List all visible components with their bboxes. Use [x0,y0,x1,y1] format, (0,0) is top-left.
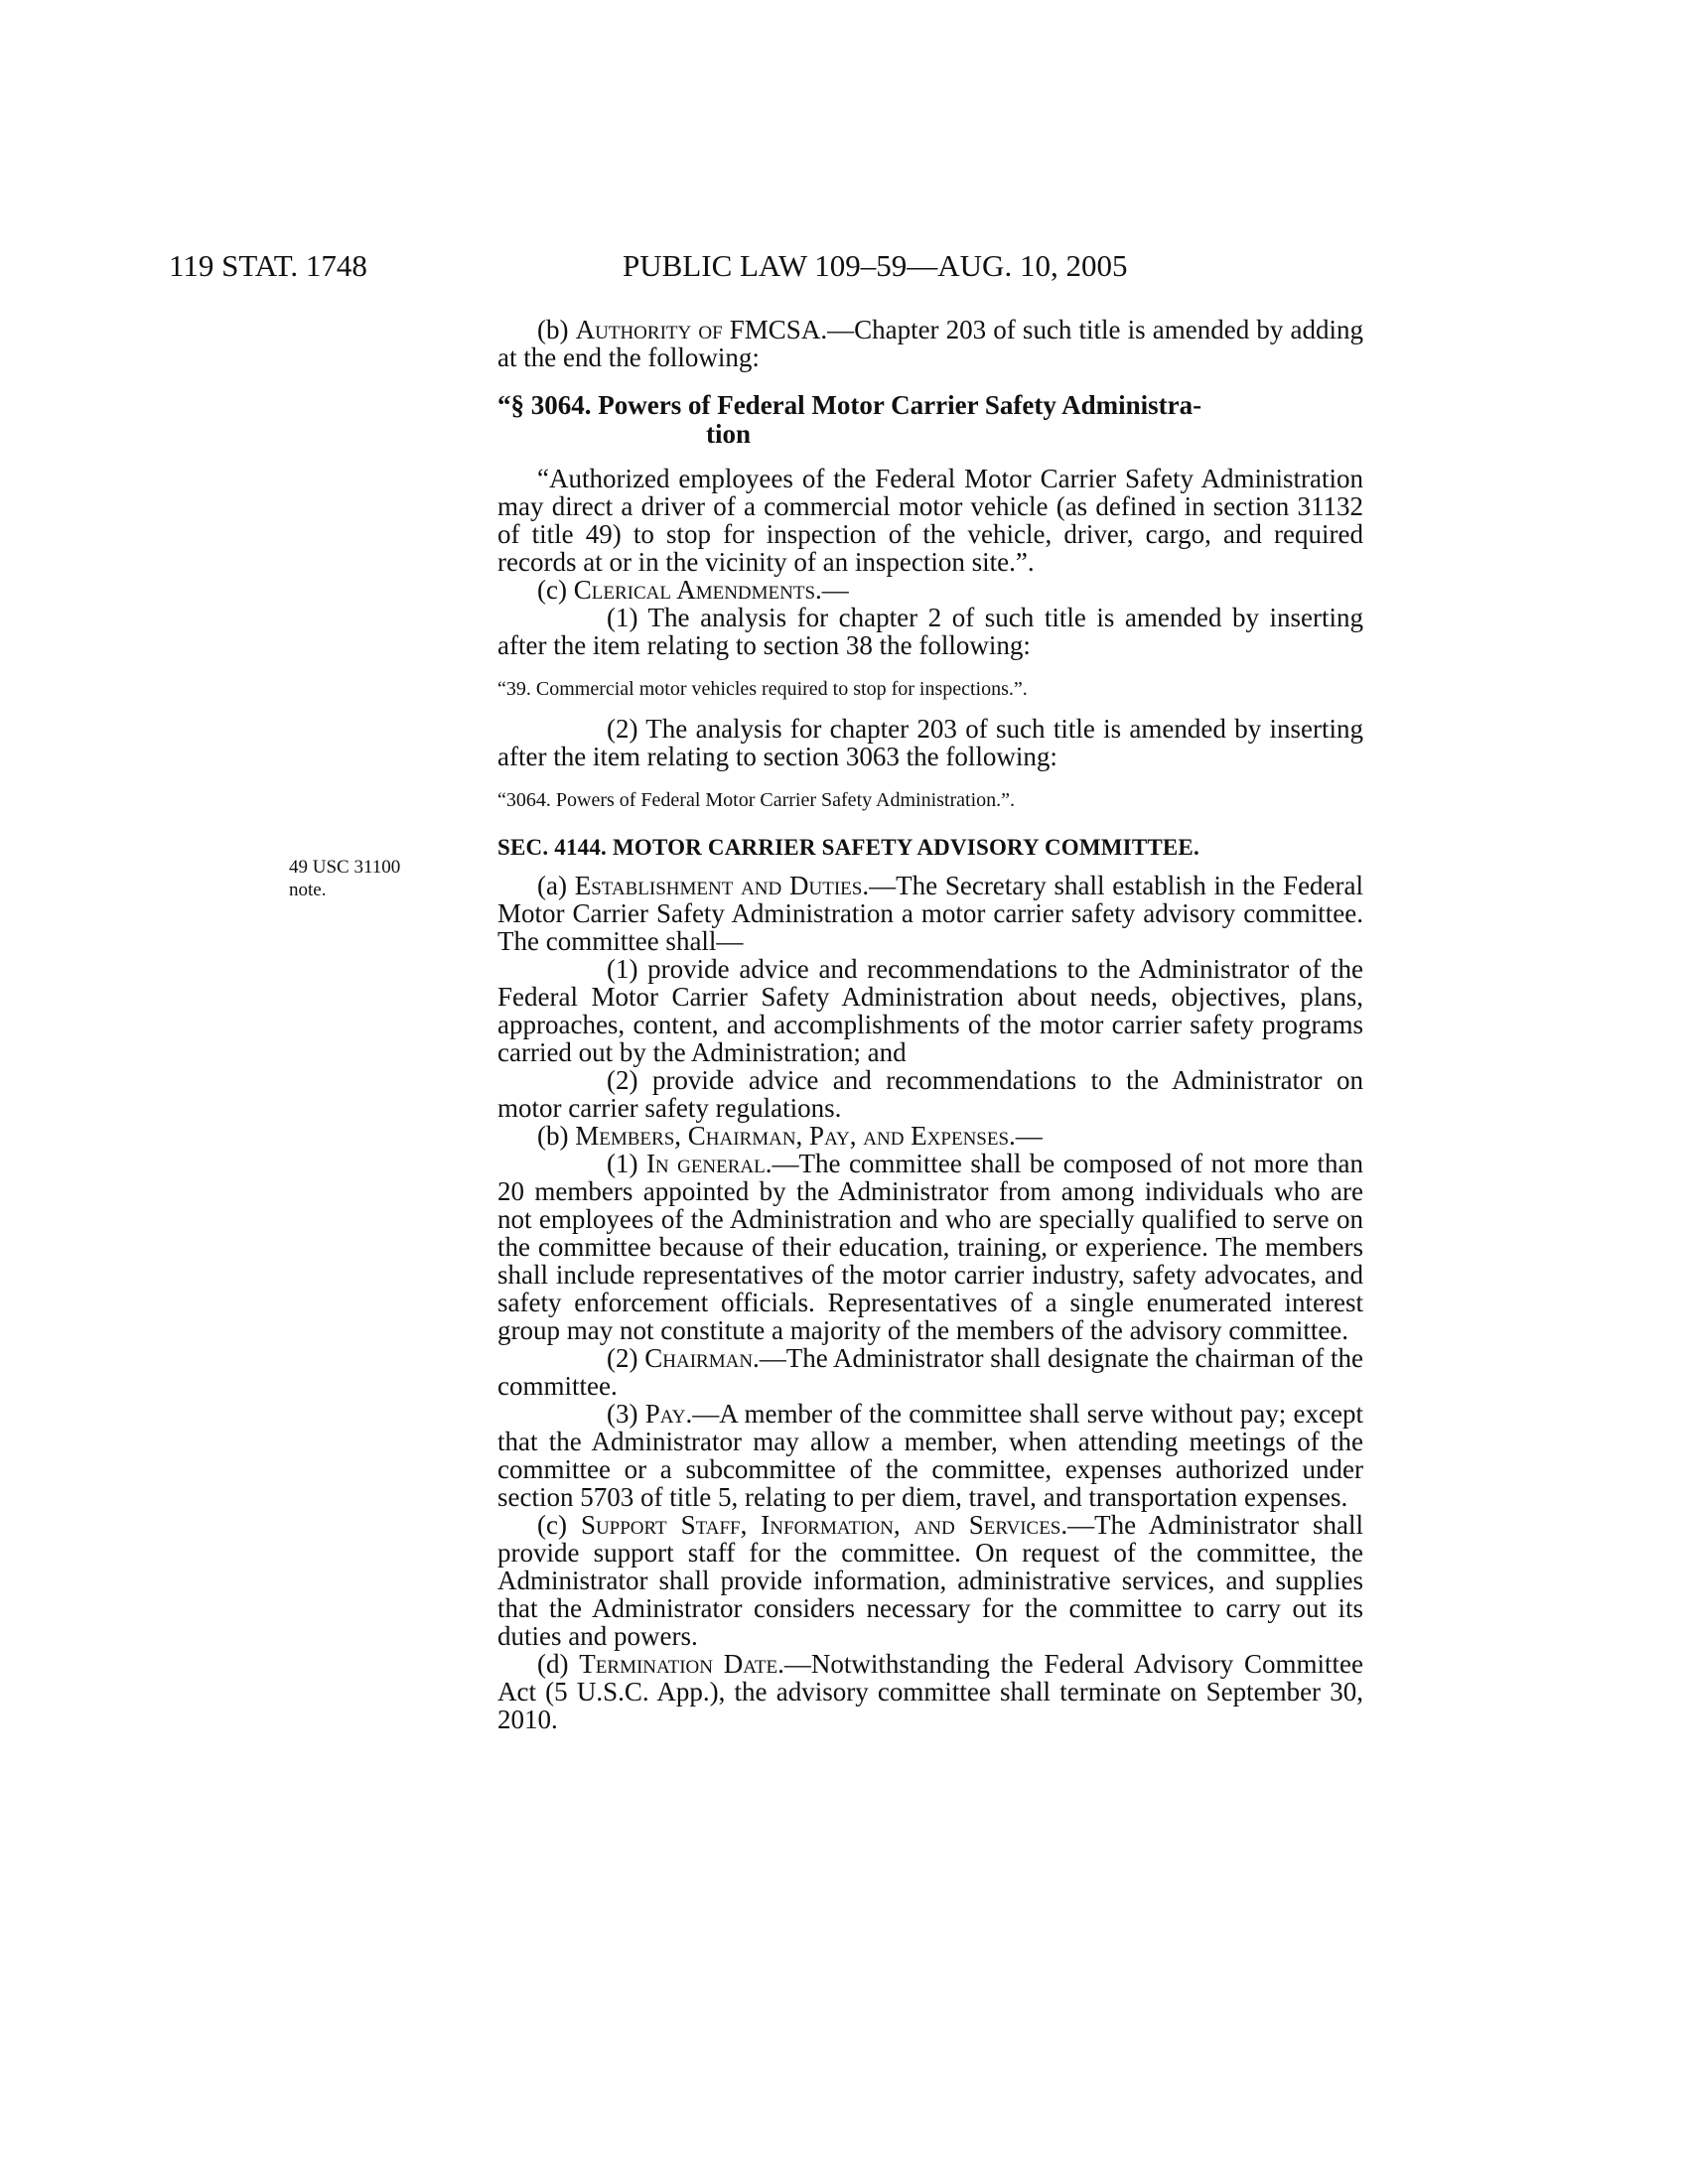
table-item-39: “39. Commercial motor vehicles required to stop for inspections.”. [497,678,1028,700]
subsection-c-clerical: (c) Clerical Amendments.— [537,575,849,605]
statute-citation: 119 STAT. 1748 [169,248,367,283]
paragraph-c1: (1) The analysis for chapter 2 of such title is amended by inserting after the item relating to section 38 the following: [497,603,1363,660]
section-4144-title: SEC. 4144. MOTOR CARRIER SAFETY ADVISORY COMMITTEE. [497,835,1199,860]
paragraph-b2: (2) Chairman.—The Administrator shall designate the chairman of the committee. [497,1343,1363,1401]
paragraph-c2: (2) The analysis for chapter 203 of such title is amended by inserting after the item relating to section 3063 the following: [497,714,1363,771]
paragraph-a1: (1) provide advice and recommendations to the Administrator of the Federal Motor Carrier Safety Administration about needs, objectives, plans, approaches, content, and accomplishments of the motor carrier safety programs carried out by the Administration; and [497,954,1363,1067]
subsection-a-establishment: (a) Establishment and Duties.—The Secretary shall establish in the Federal Motor Carrier Safety Administration a motor carrier safety advisory committee. The committee shall— [497,871,1364,956]
subsection-d-termination: (d) Termination Date.—Notwithstanding the Federal Advisory Committee Act (5 U.S.C. App.), the advisory committee shall terminate on September 30, 2010. [497,1649,1364,1734]
paragraph-heading: Pay [644,1399,686,1429]
subsection-b-authority: (b) Authority of FMCSA.—Chapter 203 of such title is amended by adding at the end the following: [497,315,1364,372]
margin-note [289,856,458,901]
paragraph-b1: (1) In general.—The committee shall be composed of not more than 20 members appointed by the Administrator from among individuals who are not employees of the Administration and who are specially qualified to serve on the committee because of their education, training, or experience. The members shall include representatives of the motor carrier industry, safety advocates, and safety enforcement officials. Representatives of a single enumerated interest group may not constitute a majority of the members of the advisory committee. [497,1149,1363,1345]
subsection-heading: Clerical Amendments [573,575,816,605]
body-text [497,316,1363,1733]
paragraph-heading: Chairman [644,1343,754,1373]
section-3064-heading: “§ 3064. Powers of Federal Motor Carrier Safety Administra- tion [497,390,1202,449]
subsection-c-support: (c) Support Staff, Information, and Services.—The Administrator shall provide support staff for the committee. On request of the committee, the Administrator shall provide information, administrative services, and supplies that the Administrator considers necessary for the committee to carry out its duties and powers. [497,1510,1364,1651]
subsection-b-members: (b) Members, Chairman, Pay, and Expenses.— [537,1121,1043,1151]
subsection-heading: Termination Date [579,1649,778,1679]
paragraph-heading: In general [645,1149,766,1178]
paragraph-a2: (2) provide advice and recommendations to the Administrator on motor carrier safety regulations. [497,1065,1363,1123]
subsection-heading: Members, Chairman, Pay, and Expenses [575,1121,1010,1151]
section-3064-text: “Authorized employees of the Federal Motor Carrier Safety Administration may direct a driver of a commercial motor vehicle (as defined in section 31132 of title 49) to stop for inspection of the vehicle, driver, cargo, and required records at or in the vicinity of an inspection site.”. [497,464,1363,577]
paragraph-b3: (3) Pay.—A member of the committee shall serve without pay; except that the Administrator may allow a member, when attending meetings of the committee or a subcommittee of the committee, expenses authorized under section 5703 of title 5, relating to per diem, travel, and transportation expenses. [497,1399,1364,1512]
subsection-heading: Authority of FMCSA [575,315,821,344]
public-law-title: PUBLIC LAW 109–59—AUG. 10, 2005 [623,248,1128,283]
margin-note-citation: 49 USC 31100 [289,857,401,878]
subsection-heading: Establishment and Duties [574,871,863,900]
subsection-heading: Support Staff, Information, and Services [580,1510,1061,1540]
margin-note-suffix: note. [289,880,327,900]
table-item-3064: “3064. Powers of Federal Motor Carrier Safety Administration.”. [497,789,1015,811]
page-header [0,246,1688,286]
